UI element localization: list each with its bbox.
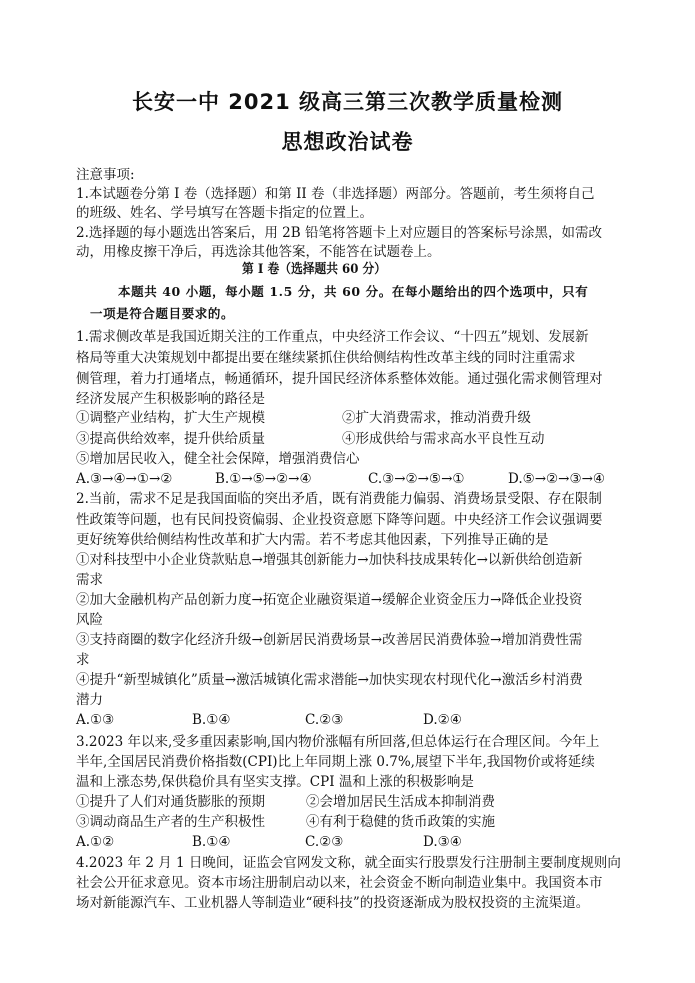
q2-option-b: B.①④ bbox=[192, 712, 231, 728]
q1-statement: ②扩大消费需求，推动消费升级 bbox=[342, 410, 531, 426]
q3-stem: 温和上涨态势,保供稳价具有坚实支撑。CPI 温和上涨的积极影响是 bbox=[76, 774, 474, 790]
q2-statement: ③支持商圈的数字化经济升级→创新居民消费场景→改善居民消费体验→增加消费性需 bbox=[76, 632, 583, 648]
q1-stem: 侧管理，着力打通堵点，畅通循环，提升国民经济体系整体效能。通过强化需求侧管理对 bbox=[76, 371, 603, 387]
q2-option-c: C.②③ bbox=[305, 712, 344, 728]
exam-subtitle: 思想政治试卷 bbox=[281, 130, 414, 154]
q2-statement: 需求 bbox=[76, 572, 103, 588]
q3-stem: 半年,全国居民消费价格指数(CPI)比上年同期上涨 0.7%,展望下半年,我国物价或将延续 bbox=[76, 754, 595, 770]
q1-stem: 经济发展产生积极影响的路径是 bbox=[76, 391, 265, 407]
notice-line: 的班级、姓名、学号填写在答题卡指定的位置上。 bbox=[76, 205, 373, 221]
q3-option-a: A.①② bbox=[76, 834, 115, 850]
q2-statement: ④提升“新型城镇化”质量→激活城镇化需求潜能→加快实现农村现代化→激活乡村消费 bbox=[76, 672, 583, 688]
q1-option-a: A.③→④→①→② bbox=[76, 471, 173, 487]
q2-statement: ①对科技型中小企业贷款贴息→增强其创新能力→加快科技成果转化→以新供给创造新 bbox=[76, 552, 583, 568]
notice-line: 1.本试题卷分第 I 卷（选择题）和第 II 卷（非选择题）两部分。答题前，考生须将自己 bbox=[76, 186, 595, 202]
q1-stem: 1.需求侧改革是我国近期关注的工作重点，中央经济工作会议、“十四五”规划、发展新 bbox=[76, 329, 589, 345]
q2-stem: 性政策等问题，也有民间投资偏弱、企业投资意愿下降等问题。中央经济工作会议强调要 bbox=[76, 512, 603, 528]
section-instruction: 本题共 40 小题，每小题 1.5 分，共 60 分。在每小题给出的四个选项中，只有 bbox=[118, 284, 589, 299]
q3-stem: 3.2023 年以来,受多重因素影响,国内物价涨幅有所回落,但总体运行在合理区间。今年上 bbox=[76, 734, 600, 750]
q1-option-c: C.③→②→⑤→① bbox=[368, 471, 465, 487]
q3-statement: ②会增加居民生活成本抑制消费 bbox=[306, 794, 495, 810]
q1-stem: 格局等重大决策规划中都提出要在继续紧抓住供给侧结构性改革主线的同时注重需求 bbox=[76, 350, 576, 366]
notice-line: 动，用橡皮擦干净后，再选涂其他答案，不能答在试题卷上。 bbox=[76, 244, 441, 260]
section-instruction: 一项是符合题目要求的。 bbox=[90, 306, 235, 321]
notice-line: 2.选择题的每小题选出答案后，用 2B 铅笔将答题卡上对应题目的答案标号涂黑，如需改 bbox=[76, 225, 602, 241]
q3-option-b: B.①④ bbox=[192, 834, 231, 850]
q1-option-b: B.①→⑤→②→④ bbox=[215, 471, 312, 487]
q2-statement: ②加大金融机构产品创新力度→拓宽企业融资渠道→缓解企业资金压力→降低企业投资 bbox=[76, 592, 583, 608]
q2-option-d: D.②④ bbox=[423, 712, 462, 728]
q2-statement: 潜力 bbox=[76, 692, 103, 708]
q1-option-d: D.⑤→②→③→④ bbox=[508, 471, 605, 487]
q2-statement: 求 bbox=[76, 652, 90, 668]
q1-statement: ⑤增加居民收入，健全社会保障，增强消费信心 bbox=[76, 451, 360, 467]
q1-statement: ④形成供给与需求高水平良性互动 bbox=[342, 431, 545, 447]
q3-option-d: D.③④ bbox=[423, 834, 462, 850]
q3-statement: ③调动商品生产者的生产积极性 bbox=[76, 814, 265, 830]
q2-stem: 2.当前，需求不足是我国面临的突出矛盾，既有消费能力偏弱、消费场景受限、存在限制 bbox=[76, 491, 602, 507]
notice-heading: 注意事项: bbox=[76, 167, 135, 183]
q3-statement: ④有利于稳健的货币政策的实施 bbox=[306, 814, 495, 830]
q4-stem: 社会公开征求意见。资本市场注册制启动以来，社会资金不断向制造业集中。我国资本市 bbox=[76, 875, 603, 891]
q3-option-c: C.②③ bbox=[305, 834, 344, 850]
exam-title: 长安一中 2021 级高三第三次教学质量检测 bbox=[131, 90, 564, 114]
section-title: 第 I 卷（选择题共 60 分） bbox=[242, 262, 386, 277]
q2-statement: 风险 bbox=[76, 612, 103, 628]
q4-stem: 4.2023 年 2 月 1 日晚间，证监会官网发文称，就全面实行股票发行注册制主要制度规则向 bbox=[76, 855, 621, 871]
q2-stem: 更好统筹供给侧结构性改革和扩大内需。若不考虑其他因素，下列推导正确的是 bbox=[76, 532, 549, 548]
q1-statement: ①调整产业结构，扩大生产规模 bbox=[76, 410, 265, 426]
q3-statement: ①提升了人们对通货膨胀的预期 bbox=[76, 794, 265, 810]
q4-stem: 场对新能源汽车、工业机器人等制造业“硬科技”的投资逐渐成为股权投资的主流渠道。 bbox=[76, 895, 590, 911]
q2-option-a: A.①③ bbox=[76, 712, 115, 728]
q1-statement: ③提高供给效率，提升供给质量 bbox=[76, 431, 265, 447]
